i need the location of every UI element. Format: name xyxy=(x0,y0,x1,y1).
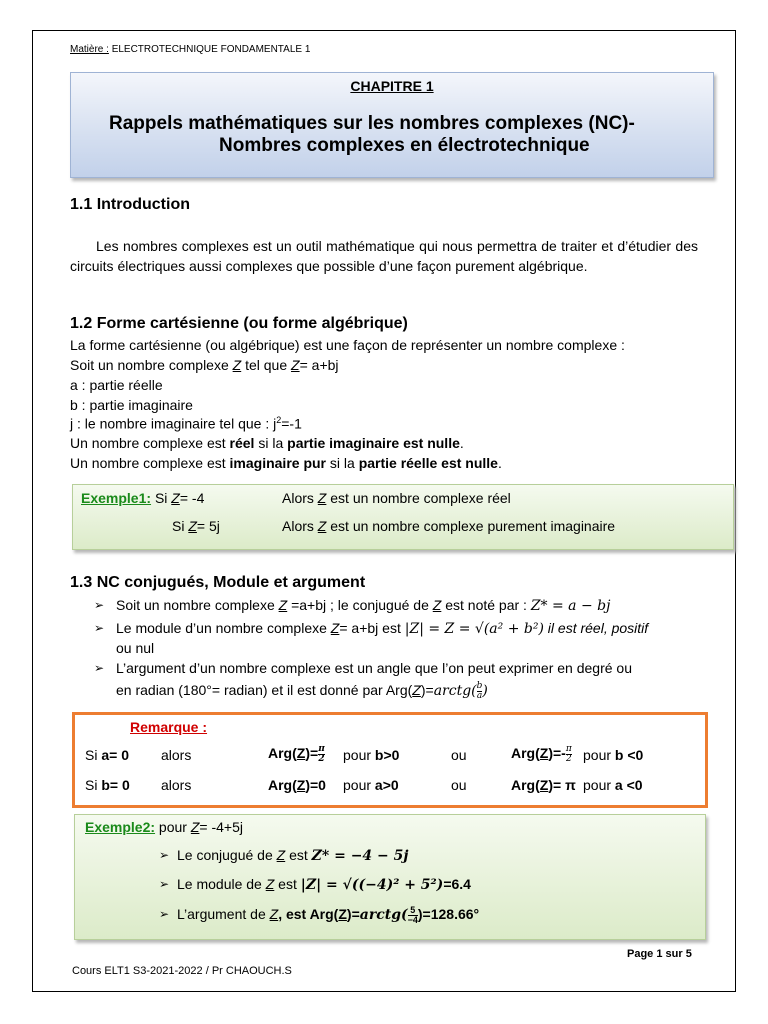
remark-row2-condition: Si b= 0 xyxy=(85,777,130,793)
remark-box xyxy=(72,712,708,808)
remark-row2-cond1: pour a>0 xyxy=(343,777,399,793)
bullet-arrow-icon: ➢ xyxy=(94,661,105,675)
cartesian-line: a : partie réelle xyxy=(70,377,163,393)
remark-row1-ou: ou xyxy=(451,747,467,763)
chapter-number: CHAPITRE 1 xyxy=(350,78,434,94)
remark-row2-cond2: pour a <0 xyxy=(583,777,643,793)
cartesian-line: Soit un nombre complexe Z tel que Z= a+bj xyxy=(70,357,339,373)
example2-label: Exemple2: xyxy=(85,819,156,835)
bullet-arrow-icon: ➢ xyxy=(159,877,170,891)
example1-box xyxy=(72,484,734,550)
course-footer: Cours ELT1 S3-2021-2022 / Pr CHAOUCH.S xyxy=(72,965,292,977)
example1-row-result: Alors Z est un nombre complexe réel xyxy=(282,490,511,506)
chapter-title-line2: Nombres complexes en électrotechnique xyxy=(219,135,590,156)
remark-row1-alors: alors xyxy=(161,747,192,763)
example2-argument: L’argument de Z, est Arg(Z)=arctg( $\frac{5}{-4}$ )=128.66° xyxy=(177,905,480,925)
page-number: Page 1 sur 5 xyxy=(627,948,692,960)
bullet-module-cont: ou nul xyxy=(116,640,155,656)
bullet-arrow-icon: ➢ xyxy=(94,621,105,635)
remark-row1-condition: Si a= 0 xyxy=(85,747,129,763)
bullet-conjugate: Soit un nombre complexe Z =a+bj ; le conjugué de Z est noté par : Z* = a − bj xyxy=(116,597,611,614)
example1-row: Exemple1: Si Z= -4 xyxy=(81,490,205,506)
remark-row2-alors: alors xyxy=(161,777,192,793)
chapter-title-line1: Rappels mathématiques sur les nombres complexes (NC)- xyxy=(109,113,635,134)
subject-label: Matière : xyxy=(70,44,109,55)
example2-conjugate: Le conjugué de Z est Z* = −4 − 5j xyxy=(177,847,409,864)
example1-row: Si Z= 5j xyxy=(172,518,220,534)
cartesian-line: j : le nombre imaginaire tel que : $j^2=-1$ xyxy=(70,415,302,432)
bullet-argument-cont: en radian (180°= radian) et il est donné par Arg(Z)=arctg( $\frac{b}{a}$ ) xyxy=(116,681,488,701)
remark-row2-arg2: Arg(Z)= π xyxy=(511,777,576,793)
cartesian-line: b : partie imaginaire xyxy=(70,397,193,413)
example1-label: Exemple1: xyxy=(81,490,152,506)
cartesian-line: La forme cartésienne (ou algébrique) est une façon de représenter un nombre complexe : xyxy=(70,337,625,353)
bullet-argument: L’argument d’un nombre complexe est un angle que l’on peut exprimer en degré ou xyxy=(116,660,632,676)
remark-row1-arg2: Arg(Z)=- $\frac{\pi}{2}$ xyxy=(511,744,572,764)
remark-row2-arg1: Arg(Z)=0 xyxy=(268,777,326,793)
subject-line xyxy=(70,44,310,55)
example1-row-result: Alors Z est un nombre complexe purement imaginaire xyxy=(282,518,616,534)
remark-row1-cond2: pour b <0 xyxy=(583,747,644,763)
bullet-arrow-icon: ➢ xyxy=(94,598,105,612)
example2-module: Le module de Z est |Z| = √((−4)² + 5²)=6.4 xyxy=(177,876,471,893)
subject-value: ELECTROTECHNIQUE FONDAMENTALE 1 xyxy=(111,44,311,55)
section-heading-conjugates: 1.3 NC conjugués, Module et argument xyxy=(70,574,366,591)
remark-row1-arg1: Arg(Z)= $\frac{\pi}{2}$ xyxy=(268,744,325,764)
section-heading-cartesian: 1.2 Forme cartésienne (ou forme algébrique) xyxy=(70,315,408,332)
cartesian-line: Un nombre complexe est réel si la partie imaginaire est nulle. xyxy=(70,435,464,451)
remark-label: Remarque : xyxy=(130,719,208,735)
introduction-paragraph: Les nombres complexes est un outil mathématique qui nous permettra de traiter et d’étudier des circuits électriques aussi complexes que possible d’une façon purement algébrique. xyxy=(70,238,698,274)
example2-box xyxy=(74,814,706,940)
chapter-title-box xyxy=(70,72,714,178)
remark-row2-ou: ou xyxy=(451,777,467,793)
section-heading-introduction: 1.1 Introduction xyxy=(70,196,190,213)
bullet-arrow-icon: ➢ xyxy=(159,848,170,862)
cartesian-line: Un nombre complexe est imaginaire pur si la partie réelle est nulle. xyxy=(70,455,502,471)
remark-row1-cond1: pour b>0 xyxy=(343,747,400,763)
example2-intro: Exemple2: pour Z= -4+5j xyxy=(85,819,244,835)
bullet-module: Le module d’un nombre complexe Z= a+bj est |Z| = Z = √(a² + b²) il est réel, positif xyxy=(116,620,649,637)
bullet-arrow-icon: ➢ xyxy=(159,907,170,921)
